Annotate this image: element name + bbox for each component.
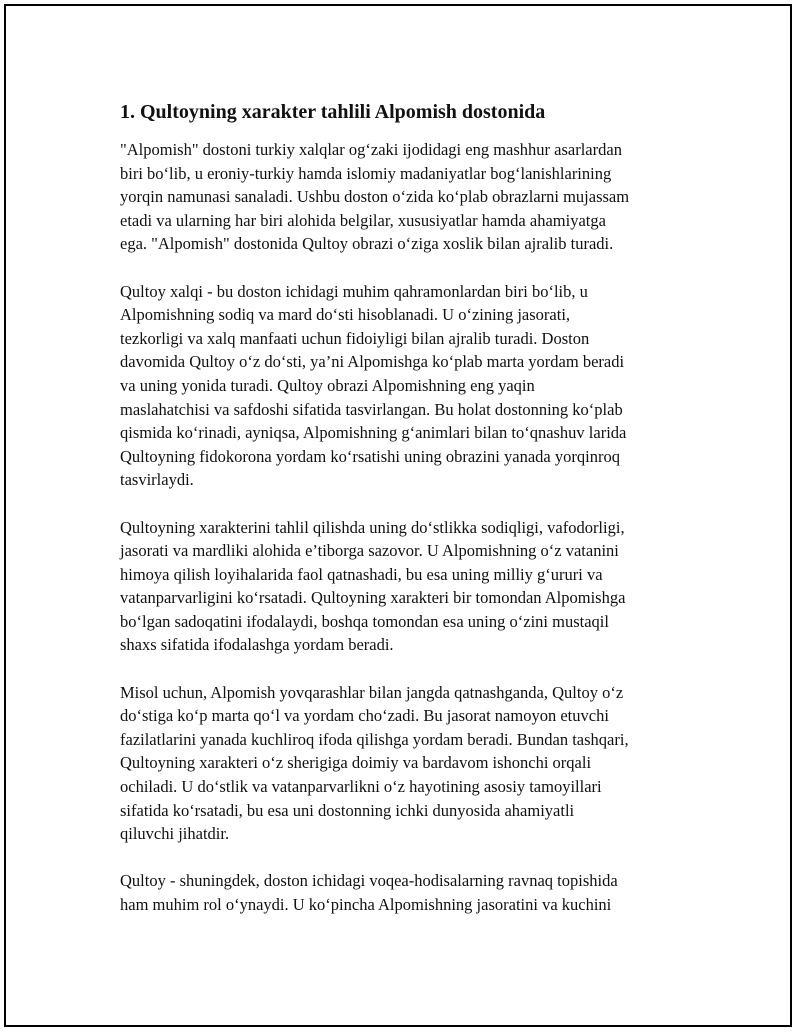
paragraph-line: himoya qilish loyihalarida faol qatnashadi, bu esa uning milliy g‘ururi va [120,564,603,584]
document-title: 1. Qultoyning xarakter tahlili Alpomish dostonida [120,101,546,123]
paragraph-line: va uning yonida turadi. Qultoy obrazi Alpomishning eng yaqin [120,375,535,395]
paragraph-line: qiluvchi jihatdir. [120,824,230,844]
paragraph-line: Qultoy - shuningdek, doston ichidagi voqea-hodisalarning ravnaq topishida [120,871,618,891]
paragraph-line: bo‘lgan sadoqatini ifodalaydi, boshqa tomondan esa uning o‘zini mustaqil [120,611,609,631]
paragraph-line: shaxs sifatida ifodalashga yordam beradi. [120,635,394,655]
paragraph-4 [120,681,710,846]
paragraph-line: Misol uchun, Alpomish yovqarashlar bilan jangda qatnashganda, Qultoy o‘z [120,682,624,702]
paragraph-line: vatanparvarligini ko‘rsatadi. Qultoyning xarakteri bir tomondan Alpomishga [120,588,626,608]
paragraph-line: Qultoy xalqi - bu doston ichidagi muhim qahramonlardan biri bo‘lib, u [120,281,588,301]
paragraph-5 [120,869,710,916]
page-frame [4,4,792,1027]
paragraph-line: fazilatlarini yanada kuchliroq ifoda qilishga yordam beradi. Bundan tashqari, [120,729,629,749]
paragraph-line: yorqin namunasi sanaladi. Ushbu doston o‘zida ko‘plab obrazlarni mujassam [120,187,630,207]
paragraph-line: tezkorligi va xalq manfaati uchun fidoiyligi bilan ajralib turadi. Doston [120,328,590,348]
paragraph-line: tasvirlaydi. [120,470,194,490]
paragraph-line: etadi va ularning har biri alohida belgilar, xususiyatlar hamda ahamiyatga [120,210,606,230]
paragraph-line: sifatida ko‘rsatadi, bu esa uni dostonning ichki dunyosida ahamiyatli [120,800,575,820]
paragraph-line: Qultoyning fidokorona yordam ko‘rsatishi uning obrazini yanada yorqinroq [120,446,620,466]
document-body [120,100,710,940]
paragraph-line: do‘stiga ko‘p marta qo‘l va yordam cho‘zadi. Bu jasorat namoyon etuvchi [120,706,609,726]
paragraph-line: ega. "Alpomish" dostonida Qultoy obrazi o‘ziga xoslik bilan ajralib turadi. [120,234,614,254]
paragraph-2 [120,280,710,492]
paragraph-line: maslahatchisi va safdoshi sifatida tasvirlangan. Bu holat dostonning ko‘plab [120,399,623,419]
paragraph-line: qismida ko‘rinadi, ayniqsa, Alpomishning g‘animlari bilan to‘qnashuv larida [120,423,627,443]
paragraph-line: Qultoyning xarakterini tahlil qilishda uning do‘stlikka sodiqligi, vafodorligi, [120,517,625,537]
paragraph-1 [120,138,710,256]
paragraph-line: biri bo‘lib, u eroniy-turkiy hamda islomiy madaniyatlar bog‘lanishlarining [120,163,612,183]
paragraph-line: davomida Qultoy o‘z do‘sti, ya’ni Alpomishga ko‘plab marta yordam beradi [120,352,625,372]
paragraph-line: jasorati va mardliki alohida e’tiborga sazovor. U Alpomishning o‘z vatanini [120,541,619,561]
paragraph-3 [120,516,710,658]
paragraph-line: Qultoyning xarakteri o‘z sherigiga doimiy va bardavom ishonchi orqali [120,753,592,773]
paragraph-line: ham muhim rol o‘ynaydi. U ko‘pincha Alpomishning jasoratini va kuchini [120,895,612,914]
paragraph-line: "Alpomish" dostoni turkiy xalqlar og‘zaki ijodidagi eng mashhur asarlardan [120,140,622,159]
paragraph-line: ochiladi. U do‘stlik va vatanparvarlikni o‘z hayotining asosiy tamoyillari [120,777,602,797]
paragraph-line: Alpomishning sodiq va mard do‘sti hisoblanadi. U o‘zining jasorati, [120,305,571,325]
